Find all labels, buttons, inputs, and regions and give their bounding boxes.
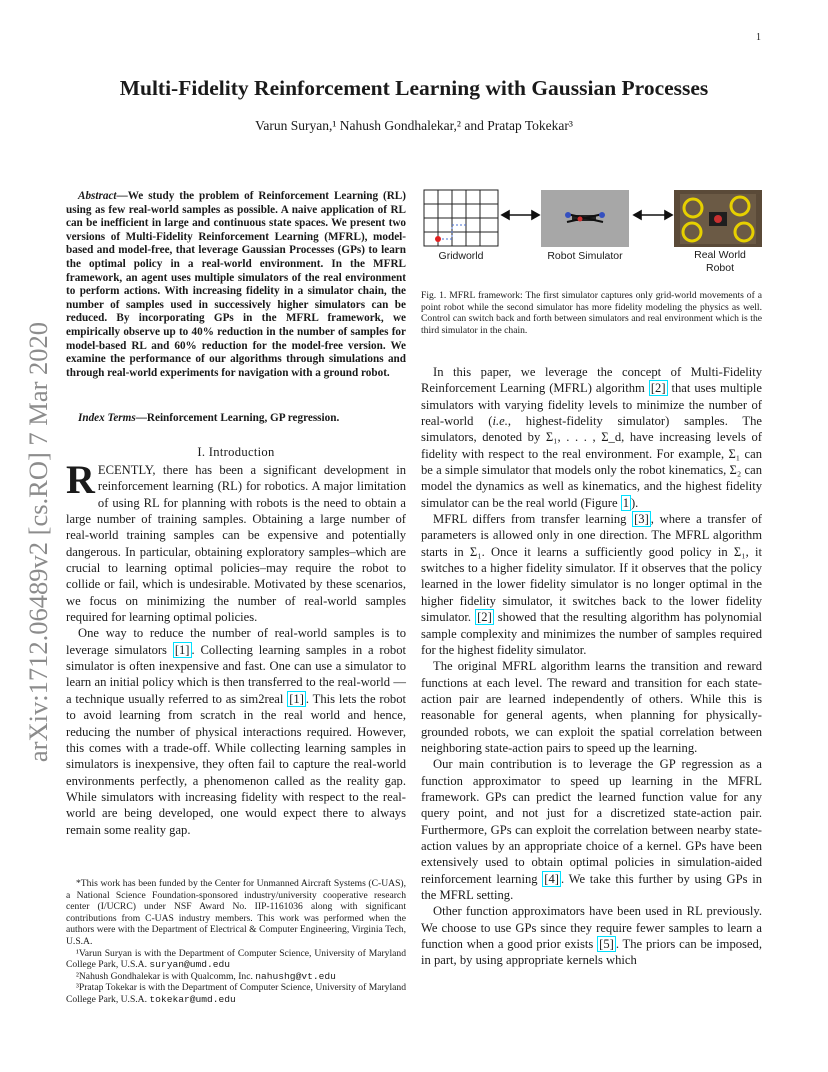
r-p4b: . We take this further by using GPs in the MFRL setting. xyxy=(421,871,762,902)
index-terms-label: Index Terms xyxy=(78,412,136,424)
citation-link[interactable]: [5] xyxy=(599,937,614,952)
r-p1d: ). xyxy=(630,495,639,510)
paper-authors: Varun Suryan,¹ Nahush Gondhalekar,² and Pratap Tokekar³ xyxy=(255,118,573,133)
right-column-body xyxy=(421,364,762,969)
citation-link[interactable]: [4] xyxy=(544,871,559,886)
email-link[interactable]: tokekar@umd.edu xyxy=(149,993,236,1005)
r-p5b: . The priors can be imposed, in part, by using appropriate kernels which xyxy=(421,937,762,968)
abstract-label: Abstract xyxy=(78,190,117,202)
abstract xyxy=(66,190,406,380)
bidirectional-arrow-icon xyxy=(634,211,672,219)
section-heading-introduction: I. Introduction xyxy=(197,445,275,459)
page-number: 1 xyxy=(756,32,761,43)
intro-p2b: . Collecting learning samples in a robot simulator is often inexpensive and fast. One can use a simulator to learn an initial policy which is then transferred to the real-world — a technique usually referred to as sim2real xyxy=(66,642,406,706)
citation-link[interactable]: [2] xyxy=(477,610,492,625)
right-paragraph-1 xyxy=(421,364,762,511)
email-link[interactable]: nahushg@vt.edu xyxy=(255,970,336,982)
figure-label-gridworld: Gridworld xyxy=(438,250,484,262)
intro-paragraph-1 xyxy=(66,457,406,625)
right-paragraph-4 xyxy=(421,756,762,903)
r-p1b: that uses multiple simulators with varying fidelity levels to minimize the number of real-world ( xyxy=(421,381,763,429)
r-p4a: Our main contribution is to leverage the GP regression as a function approximator to speed up learning in the MFRL framework. GPs can predict the learned function value for any query point, and not just for a discretized state-action pair. Furthermore, GPs can exploit the correlation between nearby state-action values by an appropriate choice of a kernel. GPs have been extensively used to obtain optimal policies in simulation-aided reinforcement learning xyxy=(421,757,762,886)
gridworld-image xyxy=(424,190,498,246)
r-p2b: , where a transfer of parameters is allowed only in one direction. The MFRL algorithm starts in Σ₁. Once it learns a sufficiently good policy in Σ₁, it switches to a higher fidelity simulator. If it observes that the policy learned in the lower fidelity simulator is no longer optimal in the higher fidelity simulator, it switches back to the lower fidelity simulator. xyxy=(421,512,762,625)
right-paragraph-2 xyxy=(421,511,762,658)
paper-title: Multi-Fidelity Reinforcement Learning with Gaussian Processes xyxy=(119,76,709,100)
r-p1c: , highest-fidelity simulator) samples. The simulators, denoted by Σ₁, . . . , Σ_d, have increasing levels of fidelity with respect to the real environment. For example, Σ₁ can be a simple simulator that models only the robot kinematics, Σ₂ can model the dynamics as well as kinematics, and the highest fidelity simulator can be the real world (Figure xyxy=(421,414,762,510)
figure-ref-link[interactable]: 1 xyxy=(622,495,629,510)
index-terms-text: —Reinforcement Learning, GP regression. xyxy=(135,412,340,424)
citation-link[interactable]: [2] xyxy=(650,381,666,396)
intro-p1-text: ECENTLY, there has been a significant development in reinforcement learning (RL) for robotics. A major limitation of using RL for planning with robots is the need to obtain a large number of training samples. Obtaining a large number of real-world training samples can be expensive and potentially dangerous. In particular, obtaining exploratory samples–which are crucial to learning optimal policies–may require the robot to collide or fail, which is undesirable. Motivated by these scenarios, we focus on minimizing the number of real-world samples required for learning optimal policies. xyxy=(66,463,406,625)
footnote-3 xyxy=(66,982,406,1005)
right-paragraph-5 xyxy=(421,903,762,968)
r-p2a: MFRL differs from transfer learning xyxy=(433,512,633,527)
footnote-funding: *This work has been funded by the Center for Unmanned Aircraft Systems (C-UAS), a National Science Foundation-sponsored industry/university cooperative research center (I/UCRC) under NSF Award No. IIP-1161036 along with significant contributions from C-UAS industry members. This work was performed when the authors were with the Department of Electrical & Computer Engineering, Virginia Tech, U.S.A. xyxy=(66,878,406,947)
figure-label-robot-simulator: Robot Simulator xyxy=(547,250,623,262)
intro-paragraph-2 xyxy=(66,625,406,837)
r-p5a: Other function approximators have been used in RL previously. We choose to use GPs since they require fewer samples to learn a function when a good prior exists xyxy=(421,904,762,952)
footnote-2 xyxy=(66,971,406,983)
robot-point-icon xyxy=(435,236,441,242)
citation-link[interactable]: [1] xyxy=(174,642,190,657)
figure-1-caption xyxy=(421,290,762,337)
arxiv-stamp: arXiv:1712.06489v2 [cs.RO] 7 Mar 2020 xyxy=(23,321,53,763)
figure-label-real-world-robot: Real World Robot xyxy=(694,249,746,274)
figure-caption-text: Fig. 1. MFRL framework: The first simulator captures only grid-world movements of a point robot while the second simulator has more fidelity modeling the physics as well. Control can switch back and forth between simulators and real environment which is the third simulator in the chain. xyxy=(421,290,762,337)
footnote-1 xyxy=(66,948,406,971)
introduction-body xyxy=(66,457,406,838)
footnote-3-text: ³Pratap Tokekar is with the Department of Computer Science, University of Maryland College Park, U.S.A. xyxy=(66,982,406,1005)
r-p2c: showed that the resulting algorithm has polynomial sample complexity and minimizes the number of samples required for the highest fidelity simulator. xyxy=(421,610,762,657)
footnote-2-text: ²Nahush Gondhalekar is with Qualcomm, Inc. xyxy=(76,970,256,982)
intro-p2c: . This lets the robot to avoid learning from scratch in the real world and hence, reducing the number of physical interactions required. However, this comes with a trade-off. While collecting learning samples in simulators is inexpensive, they often fail to capture the real-world environments perfectly, a phenomenon called as the reality gap. While simulators with increasing fidelity with respect to the real-world are being developed, one would expect there to always remain some reality gap. xyxy=(66,691,406,837)
abstract-text: —We study the problem of Reinforcement Learning (RL) using as few real-world samples as possible. A naive application of RL can be inefficient in large and continuous state spaces. We present two versions of Multi-Fidelity Reinforcement Learning (MFRL), model-based and model-free, that leverage Gaussian Processes (GPs) to learn the optimal policy in a real-world environment. In the MFRL framework, an agent uses multiple simulators of the real environment to perform actions. With increasing fidelity in a simulator chain, the number of samples used in successively higher simulators can be reduced. By incorporating GPs in the MFRL framework, we empirically observe up to 40% reduction in the number of samples for model-based RL and 60% reduction for the model-free version. We examine the performance of our algorithms through simulations and through real-world experiments for navigation with a ground robot. xyxy=(66,190,406,379)
footnote-1-text: ¹Varun Suryan is with the Department of Computer Science, University of Maryland College Park, U.S.A. xyxy=(66,947,406,971)
citation-link[interactable]: [3] xyxy=(634,512,649,527)
figure-1 xyxy=(422,188,764,280)
bidirectional-arrow-icon xyxy=(502,211,539,219)
right-paragraph-3: The original MFRL algorithm learns the transition and reward functions at each level. The reward and transition for each state-action pair are learned independently of others. While this is reasonable for general agents, when planning for physically-grounded robots, we can exploit the spatial correlation between neighboring state-action pairs to speed up the learning. xyxy=(421,659,762,755)
real-drone-icon xyxy=(680,194,756,244)
index-terms xyxy=(66,412,406,426)
intro-p2a: One way to reduce the number of real-world samples is to leverage simulators xyxy=(66,626,406,657)
r-p1a: In this paper, we leverage the concept of Multi-Fidelity Reinforcement Learning (MFRL) algorithm xyxy=(421,365,762,396)
footnotes xyxy=(66,878,406,1006)
r-p1-ie: i.e. xyxy=(492,414,508,429)
citation-link[interactable]: [1] xyxy=(289,691,304,706)
email-link[interactable]: suryan@umd.edu xyxy=(149,959,231,971)
drop-cap: R xyxy=(66,457,95,502)
